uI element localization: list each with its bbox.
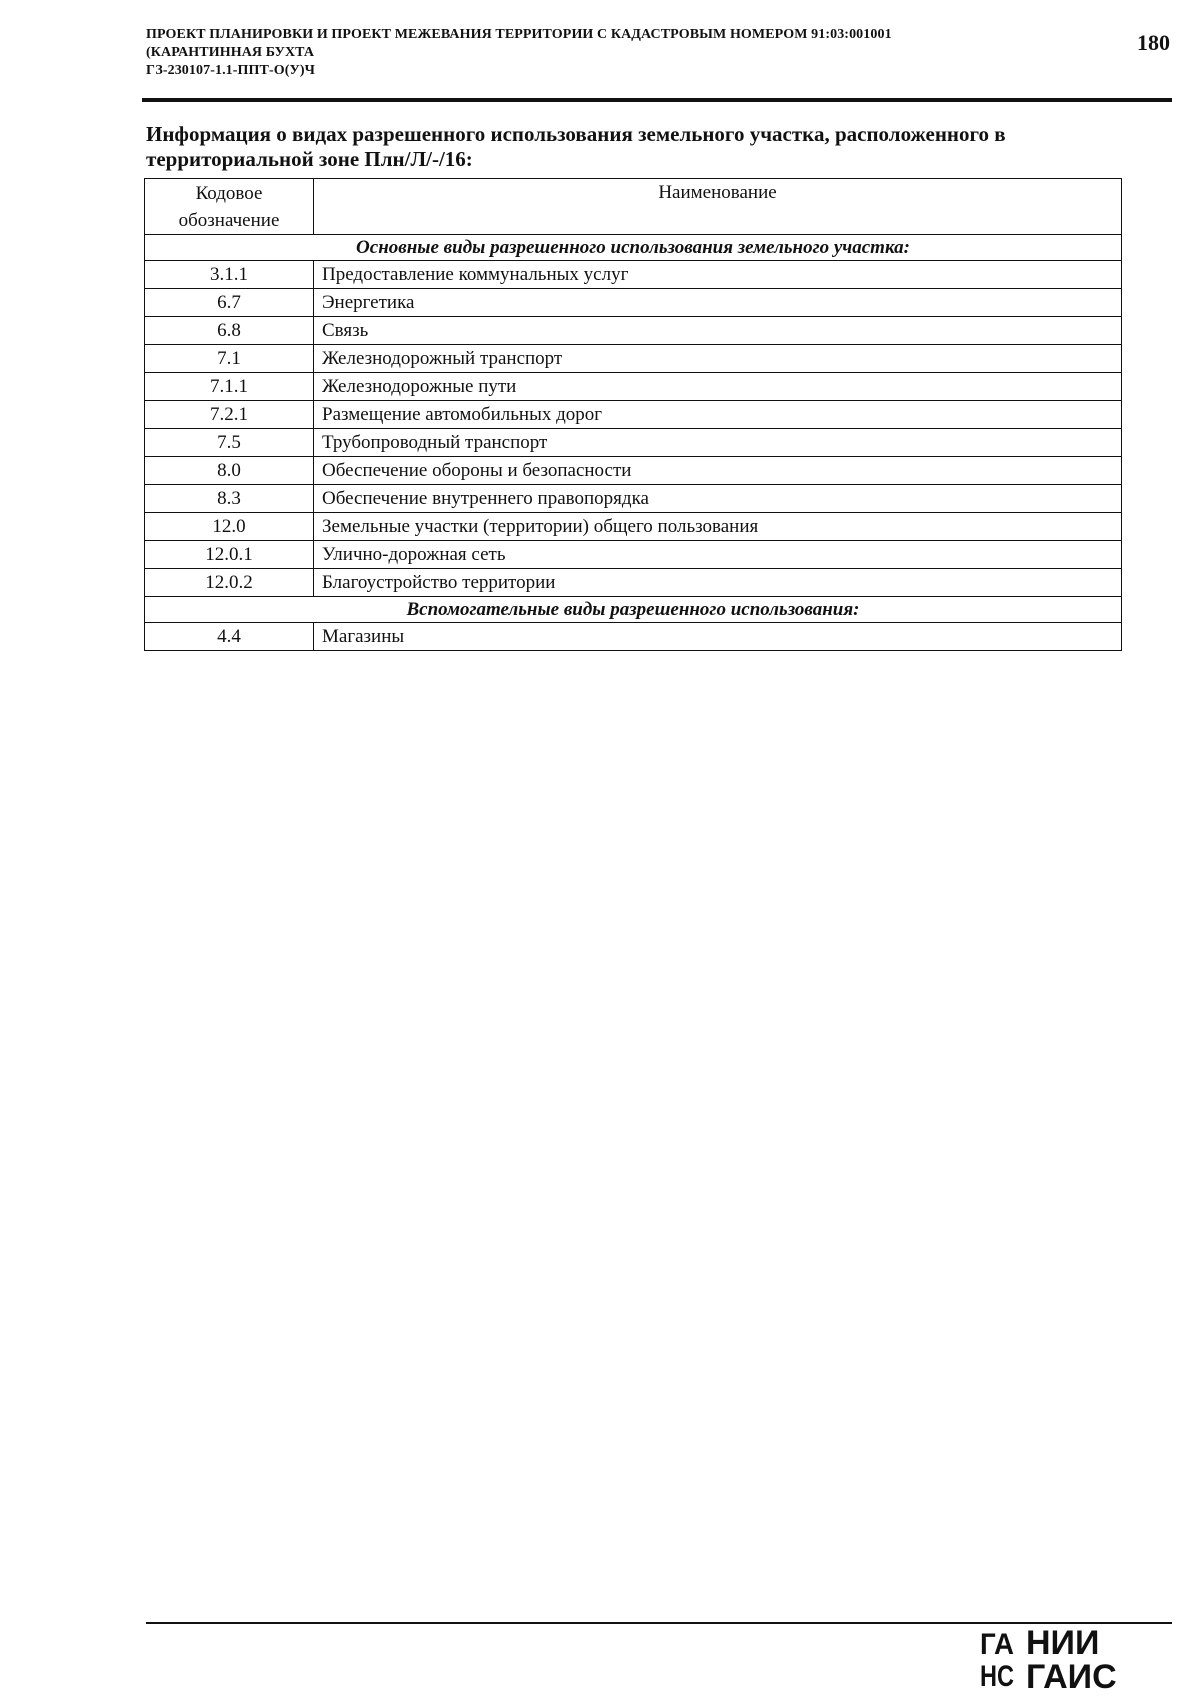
logo-text-top: НИИ (1026, 1624, 1100, 1662)
nii-gais-logo (978, 1624, 1178, 1692)
table-row (145, 429, 1122, 457)
use-code-cell: 7.1.1 (145, 373, 314, 401)
use-code-cell: 7.1 (145, 345, 314, 373)
header-line-1: ПРОЕКТ ПЛАНИРОВКИ И ПРОЕКТ МЕЖЕВАНИЯ ТЕРРИТОРИИ С КАДАСТРОВЫМ НОМЕРОМ 91:03:001001 (146, 27, 892, 42)
use-name-cell: Размещение автомобильных дорог (314, 401, 1122, 429)
page-number: 180 (1137, 30, 1170, 55)
use-code-cell: 12.0.1 (145, 541, 314, 569)
table-row (145, 457, 1122, 485)
use-code-cell: 12.0.2 (145, 569, 314, 597)
table-row (145, 401, 1122, 429)
logo-text-bottom: ГАИС (1026, 1658, 1117, 1692)
use-code-cell: 3.1.1 (145, 261, 314, 289)
document-header (146, 26, 1106, 80)
use-name-cell: Улично-дорожная сеть (314, 541, 1122, 569)
use-name-cell: Энергетика (314, 289, 1122, 317)
header-line-3: ГЗ-230107-1.1-ППТ-О(У)Ч (146, 63, 315, 78)
use-name-cell: Обеспечение внутреннего правопорядка (314, 485, 1122, 513)
use-code-cell: 8.3 (145, 485, 314, 513)
section-heading-row (145, 597, 1122, 623)
use-name-cell: Обеспечение обороны и безопасности (314, 457, 1122, 485)
table-row (145, 317, 1122, 345)
section-heading: Вспомогательные виды разрешенного использования: (145, 597, 1122, 623)
use-name-cell: Связь (314, 317, 1122, 345)
use-code-cell: 6.7 (145, 289, 314, 317)
table-body (145, 235, 1122, 651)
use-name-cell: Земельные участки (территории) общего пользования (314, 513, 1122, 541)
use-code-cell: 8.0 (145, 457, 314, 485)
use-name-cell: Предоставление коммунальных услуг (314, 261, 1122, 289)
section-heading: Основные виды разрешенного использования земельного участка: (145, 235, 1122, 261)
table-row (145, 623, 1122, 651)
table-row (145, 541, 1122, 569)
table-row (145, 289, 1122, 317)
table-row (145, 261, 1122, 289)
header-line-2: (КАРАНТИННАЯ БУХТА (146, 45, 315, 60)
use-name-cell: Благоустройство территории (314, 569, 1122, 597)
use-code-cell: 7.5 (145, 429, 314, 457)
use-name-cell: Железнодорожные пути (314, 373, 1122, 401)
use-name-cell: Магазины (314, 623, 1122, 651)
permitted-use-table (144, 178, 1122, 651)
table-row (145, 513, 1122, 541)
section-heading-row (145, 235, 1122, 261)
document-title: Информация о видах разрешенного использования земельного участка, расположенного в территориальной зоне Плн/Л/-/16: (146, 122, 1006, 171)
use-code-cell: 4.4 (145, 623, 314, 651)
table-row (145, 569, 1122, 597)
table-row (145, 345, 1122, 373)
table-header-row (145, 179, 1122, 235)
column-header-name: Наименование (314, 179, 1122, 235)
use-code-cell: 7.2.1 (145, 401, 314, 429)
logo-mark-top: ГА (980, 1628, 1014, 1661)
header-divider (142, 98, 1172, 102)
use-name-cell: Железнодорожный транспорт (314, 345, 1122, 373)
use-code-cell: 12.0 (145, 513, 314, 541)
use-code-cell: 6.8 (145, 317, 314, 345)
table-row (145, 373, 1122, 401)
table-row (145, 485, 1122, 513)
column-header-code: Кодовое обозначение (145, 179, 314, 235)
logo-mark-bottom: НС (980, 1660, 1014, 1692)
use-name-cell: Трубопроводный транспорт (314, 429, 1122, 457)
